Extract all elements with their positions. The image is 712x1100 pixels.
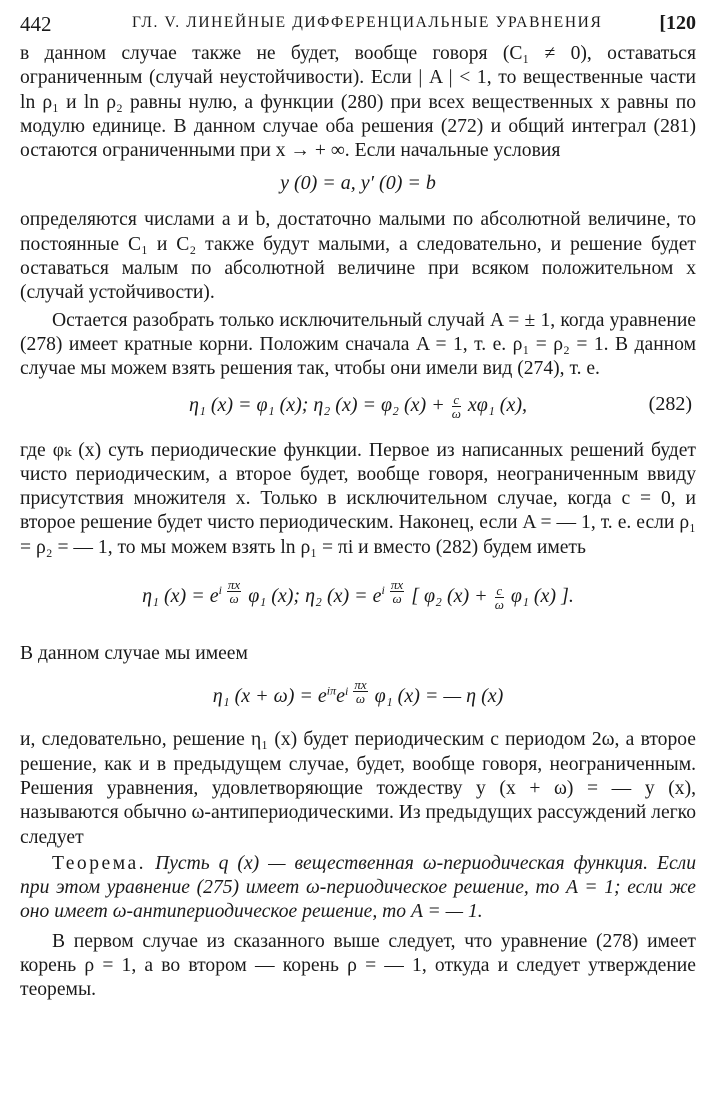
paragraph-4: где φₖ (x) суть периодические функции. Первое из написанных решений будет чисто периодическим, а второе будет, вообще говоря, неограниченным ввиду присутствия множителя x. Только в исключительном случае, когда c = 0, и второе решение будет чисто периодическим. Наконец, если A = — 1, т. е. если ρ₁ = ρ₂ = — 1, то мы можем взять ln ρ₁ = πi и вместо (282) будем иметь — [20, 439, 696, 558]
eq-exp-part4: φ₁ (x) ]. — [510, 584, 574, 607]
paragraph-7: В первом случае из сказанного выше следует, что уравнение (278) имеет корень ρ = 1, а во втором — корень ρ = — 1, откуда и следует утверждение теоремы. — [20, 930, 696, 1001]
eq-period-exponent-1: iπ — [326, 683, 337, 698]
eq-exp-fraction — [495, 584, 504, 611]
equation-antiperiodicity — [20, 678, 696, 728]
eq-exp-exp-frac-1 — [227, 578, 241, 605]
eq-exp-exponent-2 — [381, 577, 407, 607]
paragraph-5: В данном случае мы имеем — [20, 643, 248, 665]
eq282-left: η₁ (x) = φ₁ (x); η₂ (x) = φ₂ (x) + — [188, 393, 445, 416]
eq282-fraction — [452, 393, 461, 420]
eq-period-exponent-2 — [345, 677, 370, 707]
eq-period-exp-i: i — [345, 683, 349, 698]
equation-initial-text: y (0) = a, y′ (0) = b — [280, 172, 436, 195]
chapter-title: ГЛ. V. ЛИНЕЙНЫЕ ДИФФЕРЕНЦИАЛЬНЫЕ УРАВНЕНИЯ — [132, 14, 603, 31]
equation-282 — [20, 393, 696, 439]
eq-exp-exp-i: i — [218, 583, 222, 598]
eq-period-part1: η₁ (x + ω) = e — [212, 685, 327, 708]
paragraph-6: и, следовательно, решение η₁ (x) будет периодическим с периодом 2ω, а второе решение, как и в предыдущем случае, будет, вообще говоря, неограниченным. Решения уравнения, удовлетворяющие тождеству y (x + ω) = — y (x), называются обычно ω-антипериодическими. Из предыдущих рассуждений легко следует — [20, 729, 696, 848]
eq-exp-exp-i-2: i — [381, 583, 385, 598]
eq-exp-exp-den: ω — [229, 591, 239, 607]
eq-exp-exponent-1 — [218, 577, 244, 607]
eq-exp-part2: φ₁ (x); η₂ (x) = e — [248, 584, 382, 607]
eq-period-part2: e — [336, 685, 346, 708]
eq-exp-exp-num-2: πx — [390, 577, 404, 593]
theorem-label: Теорема. — [52, 852, 147, 874]
paragraph-2: определяются числами a и b, достаточно малыми по абсолютной величине, то постоянные C₁ и C₂ также будут малыми, а следовательно, и решение будет оставаться малым по абсолютной величине при всяком положительном x (случай устойчивости). — [20, 209, 696, 304]
paragraph-3: Остается разобрать только исключительный случай A = ± 1, когда уравнение (278) имеет кратные корни. Положим сначала A = 1, т. е. ρ₁ = ρ₂ = 1. В данном случае мы можем взять решения так, чтобы они имели вид (274), т. е. — [20, 309, 696, 380]
section-number: [120 — [659, 12, 696, 34]
equation-initial-conditions — [20, 172, 696, 208]
eq-period-part3: φ₁ (x) = — η (x) — [374, 685, 504, 708]
theorem-block — [20, 852, 696, 925]
eq-exp-part3: [ φ₂ (x) + — [411, 584, 488, 607]
eq282-right: xφ₁ (x), — [467, 393, 527, 416]
book-page — [20, 10, 696, 1003]
eq-period-exp-den: ω — [355, 691, 366, 707]
eq-exp-exp-frac-2 — [390, 578, 404, 605]
eq-exp-frac-num: c — [496, 582, 503, 598]
eq-exp-part1: η₁ (x) = e — [142, 584, 219, 607]
eq282-frac-num: c — [453, 391, 460, 407]
theorem-text: Пусть q (x) — вещественная ω-периодическая функция. Если при этом уравнение (275) имеет ω-периодическое решение, то A = 1; если же оно имеет ω-антипериодическое решение, то A = — 1. — [20, 852, 696, 923]
eq282-frac-den: ω — [451, 405, 461, 421]
equation-antiperiodic-solutions — [20, 578, 696, 638]
eq-period-exp-frac — [353, 678, 367, 705]
running-header — [20, 10, 696, 40]
eq-exp-frac-den: ω — [494, 596, 504, 612]
page-number: 442 — [20, 12, 52, 36]
eq-exp-exp-num: πx — [227, 577, 241, 593]
equation-tag-282: (282) — [648, 392, 692, 415]
eq-period-exp-num: πx — [354, 677, 367, 693]
eq-exp-exp-den-2: ω — [392, 591, 402, 607]
paragraph-1: в данном случае также не будет, вообще говоря (C₁ ≠ 0), оставаться ограниченным (случай неустойчивости). Если | A | < 1, то вещественные части ln ρ₁ и ln ρ₂ равны нулю, а функции (280) при всех вещественных x равны по модулю единице. В данном случае оба решения (272) и общий интеграл (281) остаются ограниченными при x → + ∞. Если начальные условия — [20, 43, 696, 162]
